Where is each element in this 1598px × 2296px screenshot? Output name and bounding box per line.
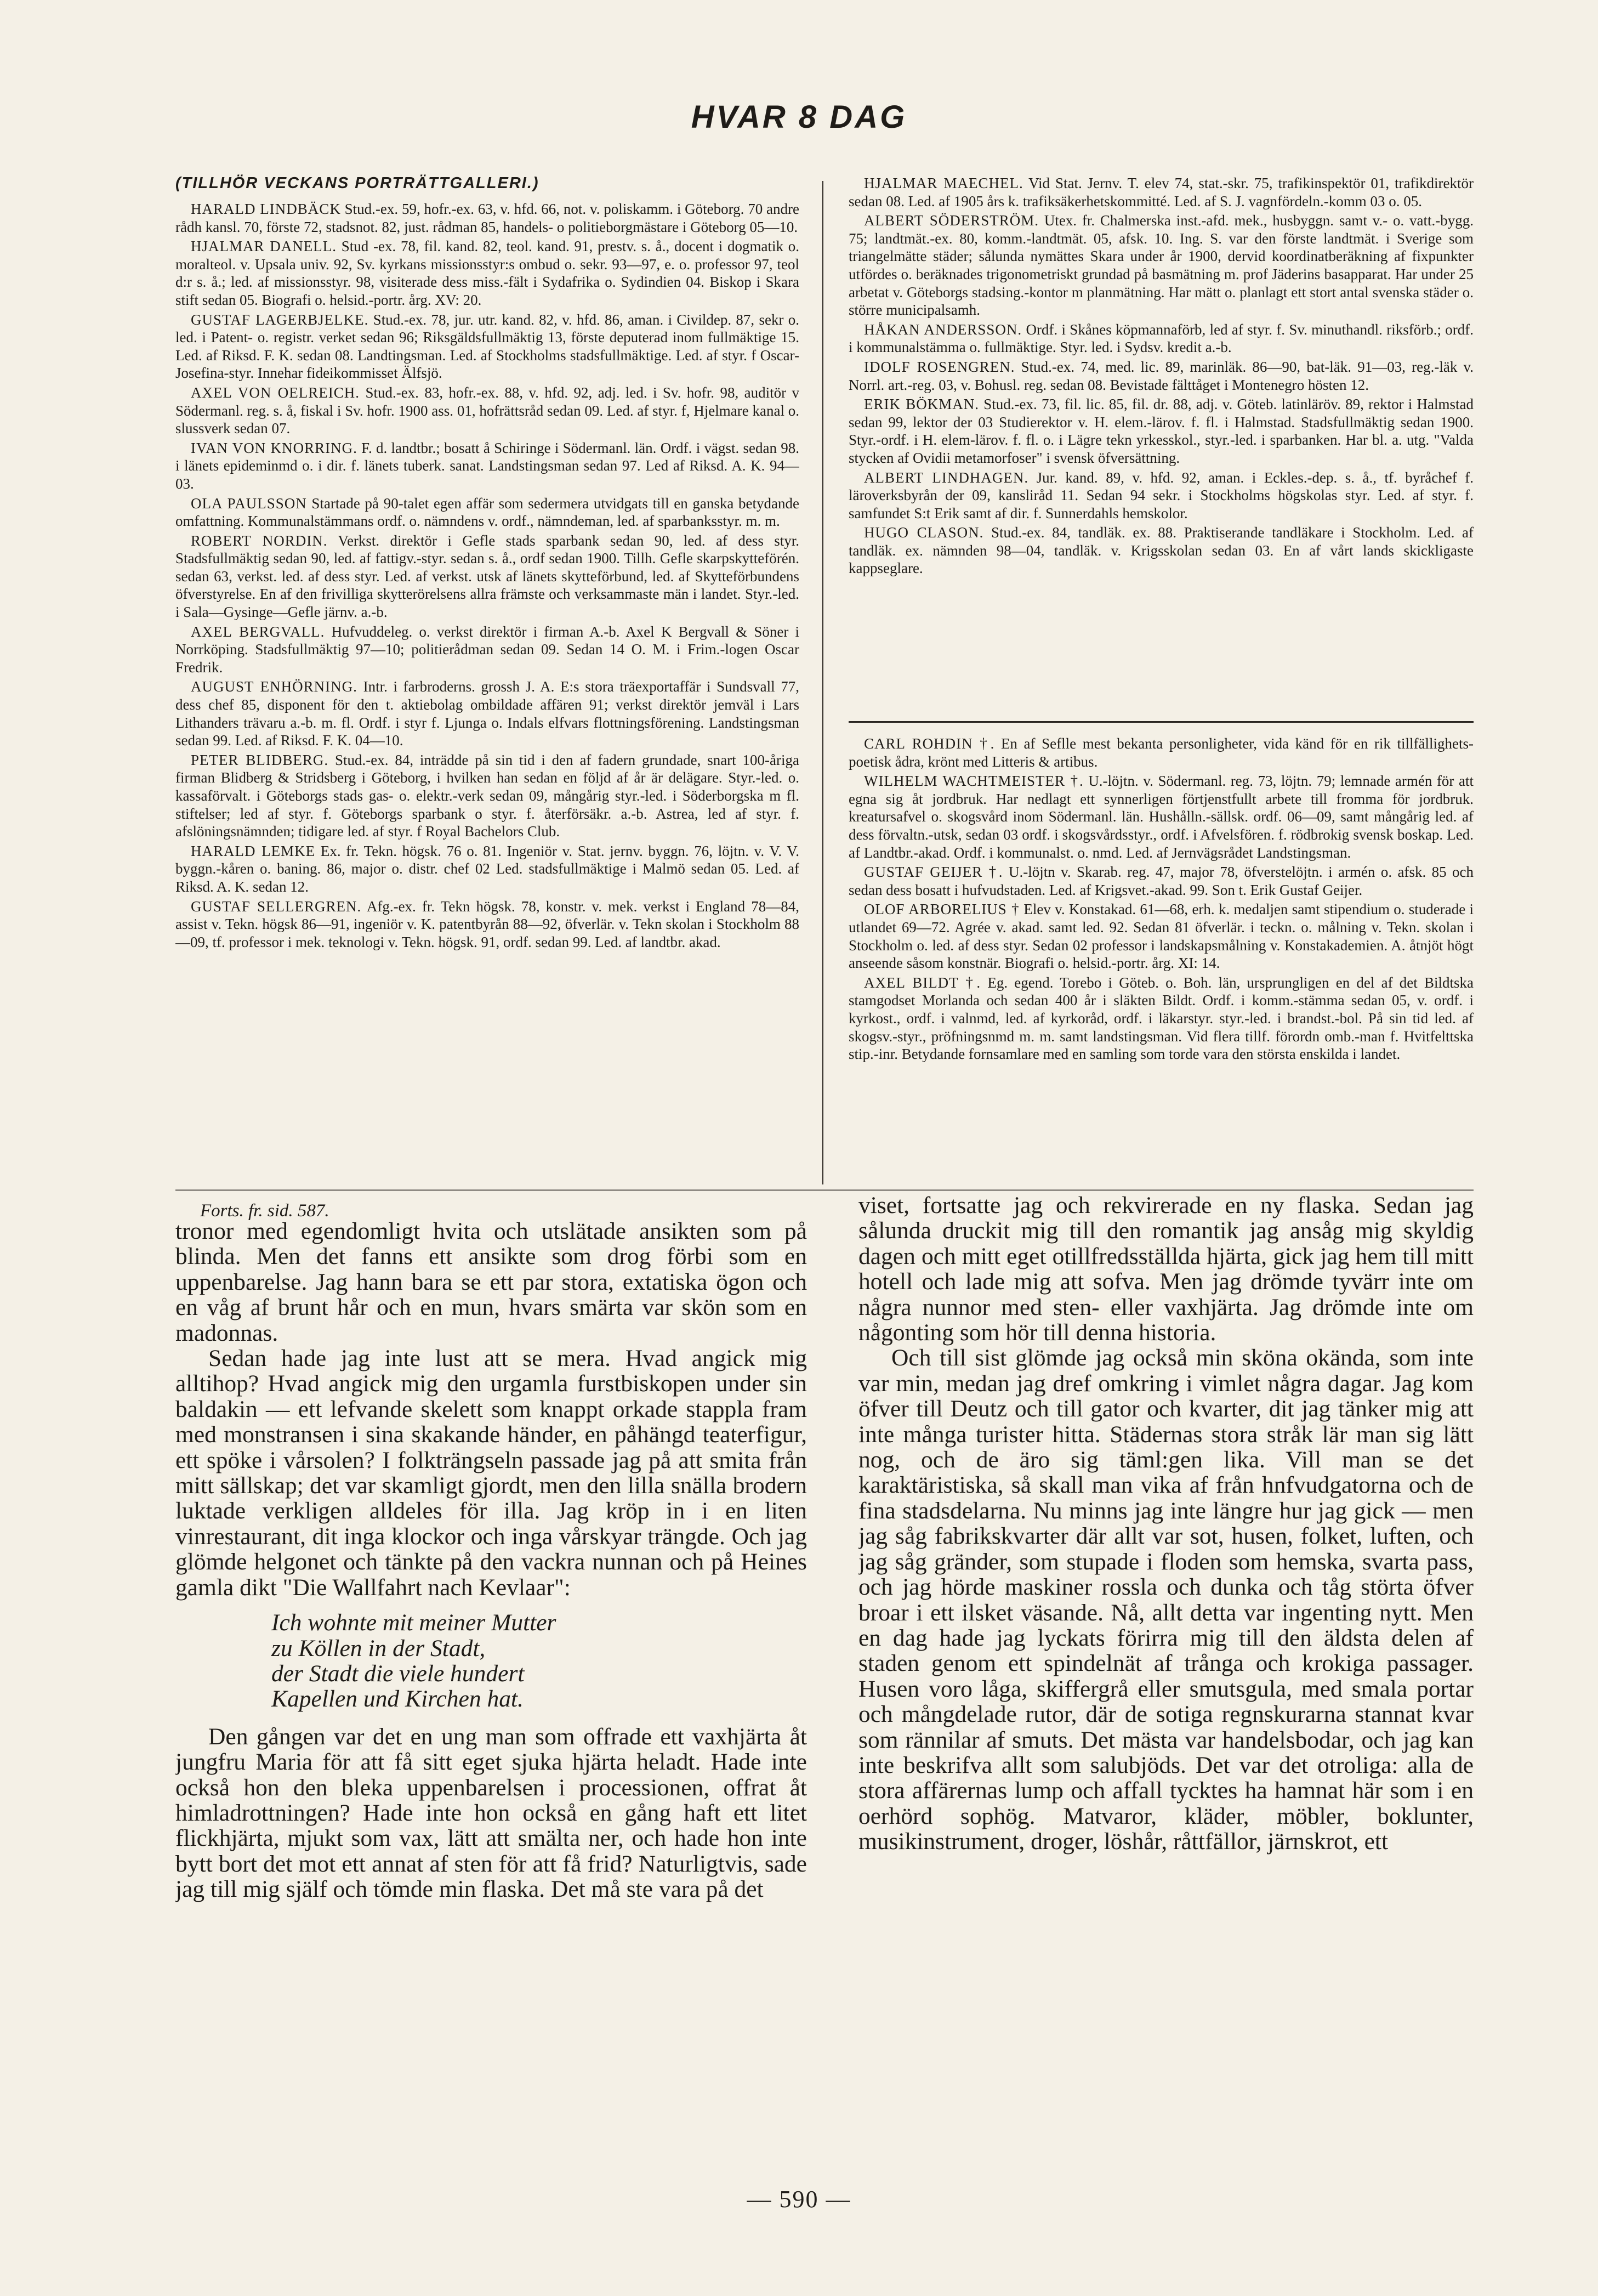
section-divider xyxy=(849,721,1474,723)
entry-name: HUGO CLASON. xyxy=(864,524,984,541)
obituary-entry xyxy=(849,735,1474,770)
entry-name: HARALD LINDBÄCK xyxy=(191,201,341,217)
obituary-entry xyxy=(849,900,1474,972)
portrait-entry xyxy=(175,842,799,896)
entry-name: PETER BLIDBERG. xyxy=(191,751,329,768)
entry-text: Startade på 90-talet egen affär som sedermera utvidgats till en ganska betydande omfattning. Kommunalstämmans ordf. o. nämndens v. ordf., nämndeman, led. af sparbanksstyr. m. m. xyxy=(175,495,799,530)
entry-text: Elev v. Konstakad. 61—68, erh. k. medaljen samt stipendium o. studerade i utlandet 69—72. Agrée v. akad. samt led. 92. Sedan 81 öfverlär. i teckn. o. målning v. Tekn. skolan i Stockholm o. led. af dess styr. Sedan 02 professor i landskapsmålning v. Konstakademien. A. åtnjöt högt anseende såsom konstnär. Biografi o. helsid.-portr. årg. XI: 14. xyxy=(849,901,1474,972)
portrait-entry xyxy=(849,212,1474,319)
obituary-entry xyxy=(849,863,1474,899)
entry-name: ALBERT SÖDERSTRÖM. xyxy=(864,212,1039,229)
entry-name: OLA PAULSSON xyxy=(191,495,307,512)
portrait-entry xyxy=(849,395,1474,467)
entry-name: IVAN VON KNORRING. xyxy=(191,439,357,456)
portrait-entry xyxy=(175,311,799,382)
entry-text: Stud.-ex. 78, jur. utr. kand. 82, v. hfd. 86, aman. i Civildep. 87, sekr o. led. i Patent- o. registr. verket sedan 96; Riksgäldsfullmäktig 13, förste deputerad inom fullmäktige 15. Led. af Riksd. F. K. sedan 08. Landtingsman. Led. af Stockholms stadsfullmäktige. Led. af styr. f Oscar-Josefina-styr. Innehar fideikommisset Älfsjö. xyxy=(175,311,799,382)
story-paragraph: tronor med egendomligt hvita och utslätade ansikten som på blinda. Men det fanns ett ansikte som drog förbi som en uppenbarelse. Jag hann bara se ett par stora, extatiska ögon och en våg af brunt hår och en mun, hvars smärta var skön som en madonnas. xyxy=(175,1218,807,1346)
entry-name: AUGUST ENHÖRNING. xyxy=(191,678,357,695)
portrait-entry xyxy=(175,200,799,236)
entry-text: Jur. kand. 89, v. hfd. 92, aman. i Eckles.-dep. s. å., tf. byråchef f. läroverksbyrån der 09, kansliråd 11. Sedan 94 sekr. i Stockholms högskolas styr. Led. af styr. f. samfundet S:t Erik samt af dir. f. Sunnerdahls hemskolor. xyxy=(849,469,1474,521)
entry-text: Ex. fr. Tekn. högsk. 76 o. 81. Ingeniör v. Stat. jernv. byggn. 76, löjtn. v. V. V. byggn.-kåren o. baning. 86, major o. distr. chef 02 Led. stadsfullmäktige i Malmö sedan 05. Led. af Riksd. A. K. sedan 12. xyxy=(175,842,799,895)
story-column-1 xyxy=(175,1218,807,2173)
entry-text: Stud.-ex. 83, hofr.-ex. 88, v. hfd. 92, adj. led. i Sv. hofr. 98, auditör v Södermanl. reg. s. å, fiskal i Sv. hofr. 1900 ass. 01, hofrättsråd sedan 09. Led. af styr. f, Hjelmare kanal o. slussverk sedan 07. xyxy=(175,384,799,437)
portrait-entry xyxy=(849,321,1474,356)
entry-text: Stud.-ex. 73, fil. lic. 85, fil. dr. 88, adj. v. Göteb. latinläröv. 89, rektor i Halmstad sedan 99, lektor der 03 Studierektor v. H. elem.-lärov. f. fl. i Halmstad. Stadsfullmäktig sedan 1900. Styr.-ordf. i H. elem-lärov. f. fl. o. i Lägre tekn yrkesskol., styr.-led. i sparbanken. Har bl. a. utg. "Valda stycken af Ovidii metamorfoser" i svensk öfversättning. xyxy=(849,396,1474,466)
page-header: HVAR 8 DAG xyxy=(691,99,907,135)
entry-name: AXEL BERGVALL. xyxy=(191,623,325,640)
story-paragraph: viset, fortsatte jag och rekvirerade en ny flaska. Sedan jag sålunda druckit mig till den romantik jag ansåg mig skyldig dagen och mitt eget otillfredsställda hjärta, gick jag hem till mitt hotell och lade mig att sofva. Men jag drömde tyvärr inte om några nunnor med sten- eller vaxhjärta. Jag drömde inte om någonting som hör till denna historia. xyxy=(858,1193,1474,1346)
obituary-entry xyxy=(849,772,1474,861)
obituary-entry xyxy=(849,974,1474,1063)
entry-name: GUSTAF SELLERGREN. xyxy=(191,898,362,915)
entry-text: Hufvuddeleg. o. verkst direktör i firman A.-b. Axel K Bergvall & Söner i Norrköping. Stadsfullmäktig 97—10; politierådman sedan 09. Sedan 14 O. M. i Frim.-logen Oscar Fredrik. xyxy=(175,623,799,676)
poem-line: der Stadt die viele hundert xyxy=(271,1660,525,1687)
entry-name: CARL ROHDIN †. xyxy=(864,735,995,752)
entry-text: Vid Stat. Jernv. T. elev 74, stat.-skr. 75, trafikinspektör 01, trafikdirektör sedan 08. Led. af 1905 års k. trafiksäkerhetskommitté. Led. af S. J. vagnfördeln.-komm 03 o. 05. xyxy=(849,175,1474,209)
entry-name: HJALMAR DANELL. xyxy=(191,238,337,255)
portrait-entry xyxy=(175,898,799,951)
portrait-entry xyxy=(175,678,799,749)
entry-name: ALBERT LINDHAGEN. xyxy=(864,469,1029,486)
entry-name: WILHELM WACHTMEISTER †. xyxy=(864,773,1084,790)
entry-text: Stud -ex. 78, fil. kand. 82, teol. kand. 91, prestv. s. å., docent i dogmatik o. moralteol. v. Upsala univ. 92, Sv. kyrkans missionsstyr:s ombud o. sekr. 93—97, e. o. professor 97, teol d:r s. å.; led. af missionsstyr. 98, visiterade dess miss.-fält i Sydafrika o. Sydindien 04. Biskop i Skara stift sedan 05. Biografi o. helsid.-portr. årg. XV: 20. xyxy=(175,238,799,308)
continued-note: Forts. fr. sid. 587. xyxy=(200,1201,329,1221)
entry-text: Eg. egend. Torebo i Göteb. o. Boh. län, ursprungligen en del af det Bildtska stamgodset Morlanda och sedan 400 år i släkten Bildt. Ordf. i komm.-stämma sedan 05, v. ordf. i kyrkost., ordf. i valnmd, led. af kyrkoråd, ordf. i läkarstyr. styr.-led. i brandst.-bol. På sin tid led. af skogsv.-styr., pröfningsnmd m. m. samt landstingsman. Vid flera tillf. förordn omb.-man f. Hvitfelttska stip.-inr. Betydande fornsamlare med en samling som torde vara den största enskilda i landet. xyxy=(849,974,1474,1063)
portrait-entry xyxy=(849,469,1474,523)
story-paragraph: Den gången var det en ung man som offrade ett vaxhjärta åt jungfru Maria för att få sitt eget sjuka hjärta heladt. Hade inte också hon den bleka uppenbarelsen i processionen, offrat åt himladrottningen? Hade inte hon också en gång haft ett litet flickhjärta, mjukt som vax, lätt att smälta ner, och hade hon inte bytt bort det mot ett annat af sten för att få frid? Naturligtvis, sade jag till mig själf och tömde min flaska. Det må ste vara på det xyxy=(175,1723,807,1903)
entry-name: OLOF ARBORELIUS † xyxy=(864,901,1020,918)
entry-text: F. d. landtbr.; bosatt å Schiringe i Södermanl. län. Ordf. i vägst. sedan 98. i länets epideminmd o. i dir. f. länets tuberk. sanat. Landstingsman sedan 97. Led af Riksd. A. K. 94—03. xyxy=(175,439,799,492)
entry-name: AXEL BILDT †. xyxy=(864,974,981,991)
portrait-entry xyxy=(175,384,799,438)
poem-line: Ich wohnte mit meiner Mutter xyxy=(271,1609,556,1636)
portrait-entry xyxy=(175,623,799,677)
portrait-gallery-right-column xyxy=(849,174,1474,706)
entry-text: Stud.-ex. 84, inträdde på sin tid i den af fadern grundade, snart 100-åriga firman Blidberg & Stridsberg i Göteborg, i hvilken han sedan en följd af år är delägare. Styr.-led. o. kassaförvalt. i Göteborgs stads gas- o. elektr.-verk sedan 09, mångårig styr.-led. i Söderborgska m fl. stiftelser; led af styr. f. Göteborgs sparbank o styr. f. återförsäkr. a.-b. Astrea, led af styr. f. afslöningsnämnden; tidigare led. af styr. f Royal Bachelors Club. xyxy=(175,751,799,840)
obituaries-column xyxy=(849,735,1474,1173)
entry-text: Utex. fr. Chalmerska inst.-afd. mek., husbyggn. samt v.- o. vatt.-bygg. 75; landtmät.-ex. 80, komm.-landtmät. 05, afsk. 10. Ing. S. var den förste landtmät. i Sverige som triangelmätte städer; sålunda nymättes Skara under år 1900, dervid koordinatberäkning af fixpunkter utfördes o. beräknades trigonometriskt grundad på basmätning m. prof Jäderins basapparat. Har under 25 arbetat v. Göteborgs stadsing.-kontor m planmätning. Har mätt o. planlagt ett stort antal svenska städer o. större municipalsamh. xyxy=(849,212,1474,319)
portrait-entry xyxy=(849,174,1474,210)
portrait-entry xyxy=(175,751,799,841)
story-paragraph: Sedan hade jag inte lust att se mera. Hvad angick mig alltihop? Hvad angick mig den urgamla furstbiskopen under sin baldakin — ett lefvande skelett som knappt orkade stappla fram med monstransen i sina skakande händer, en påhängd teaterfigur, ett spöke i vårsolen? I folkträngseln passade jag på att smita från mitt sällskap; det var skamligt gjordt, men den lilla snälla brodern luktade verkligen alldeles för illa. Jag kröp in i en liten vinrestaurant, dit inga klockor och inga vårskyar trängde. Och jag glömde helgonet och tänkte på den vackra nunnan och på Heines gamla dikt "Die Wallfahrt nach Kevlaar": xyxy=(175,1345,807,1601)
entry-text: Stud.-ex. 74, med. lic. 89, marinläk. 86—90, bat-läk. 91—03, reg.-läk v. Norrl. art.-reg. 03, v. Bohusl. reg. sedan 08. Bevistade fälttåget i Montenegro hösten 12. xyxy=(849,358,1474,393)
entry-text: Afg.-ex. fr. Tekn högsk. 78, konstr. v. mek. verkst i England 78—84, assist v. Tekn. högsk 86—91, ingeniör v. K. patentbyrån 88—92, öfverlär. v. Tekn skolan i Stockholm 88—09, tf. professor i mek. teknologi v. Tekn. högsk. 91, ordf. sedan 99. Led. af landtbr. akad. xyxy=(175,898,799,950)
portrait-entry xyxy=(175,495,799,530)
story-divider xyxy=(175,1189,1474,1191)
entry-text: Verkst. direktör i Gefle stads sparbank sedan 90, led. af dess styr. Stadsfullmäktig sedan 90, led. af fattigv.-styr. sedan s. å., ordf sedan 1900. Tillh. Gefle skarpskytteförén. sedan 63, verkst. led. af dess styr. Led. af verkst. utsk af länets skytteförbund, led. af Skytteförbundens öfverstyrelse. En af den frivilliga skytterörelsens allra främste och verksammaste män i landet. Styr.-led. i Sala—Gysinge—Gefle järnv. a.-b. xyxy=(175,532,799,621)
entry-name: HÅKAN ANDERSSON. xyxy=(864,321,1022,338)
entry-name: GUSTAF LAGERBJELKE. xyxy=(191,311,369,328)
entry-name: ROBERT NORDIN. xyxy=(191,532,328,549)
portrait-entry xyxy=(849,358,1474,394)
poem-line: zu Köllen in der Stadt, xyxy=(271,1635,486,1662)
entry-name: IDOLF ROSENGREN. xyxy=(864,358,1015,375)
entry-name: HJALMAR MAECHEL. xyxy=(864,175,1023,191)
entry-name: AXEL VON OELREICH. xyxy=(191,384,360,401)
portrait-entry xyxy=(175,237,799,309)
entry-text: Ordf. i Skånes köpmannaförb, led af styr. f. Sv. minuthandl. riksförb.; ordf. i kommunalstämma o. fullmäktige. Styr. led. i Sydsv. kredit a.-b. xyxy=(849,321,1474,356)
story-column-2 xyxy=(858,1193,1474,2174)
portrait-entry xyxy=(175,439,799,493)
entry-text: Stud.-ex. 84, tandläk. ex. 88. Praktiserande tandläkare i Stockholm. Led. af tandläk. ex. nämnden 98—04, tandläk. v. Krigsskolan sedan 03. En af vårt lands skickligaste kappseglare. xyxy=(849,524,1474,577)
story-paragraph: Och till sist glömde jag också min sköna okända, som inte var min, medan jag dref omkring i vimlet några dagar. Jag kom öfver till Deutz och till gator och kvarter, dit jag tänker mig att inte många turister hitta. Städernas stora stråk lär man sig lätt nog, och de äro sig täml:gen lika. Vill man se det karaktäristiska, så skall man vika af från hnfvudgatorna och de fina stadsdelarna. Nu minns jag inte längre hur jag gick — men jag såg fabrikskvarter där allt var sot, husen, folket, luften, och jag såg gränder, som stupade i floden som hemska, svarta pass, och jag hörde maskiner rossla och dunka och tåg störta öfver broar i ett ilsket väsande. Nå, allt detta var ingenting nytt. Men en dag hade jag lyckats förirra mig till den äldsta delen af staden genom ett spindelnät af trånga och krokiga passager. Husen voro låga, skiffergrå eller smutsgula, med smala portar och mångdelade rutor, där de sotiga regnskurarna stannat kvar som rännilar af smuts. Det mästa var handelsbodar, och jag kan inte beskrifva allt som salubjöds. Det var det otroliga: alla de stora affärernas lump och affall tycktes ha hamnat här som i en oerhörd sophög. Matvaror, kläder, möbler, boklunter, musikinstrument, droger, löshår, råttfällor, järnskrot, ett xyxy=(858,1345,1474,1855)
entry-text: U.-löjtn v. Skarab. reg. 47, major 78, öfverstelöjtn. i armén o. afsk. 85 och sedan dess bosatt i hufvudstaden. Led. af Krigsvet.-akad. 99. Son t. Erik Gustaf Geijer. xyxy=(849,864,1474,898)
entry-text: En af Seflle mest bekanta personligheter, vida känd för en rik tillfällighets-poetisk ådra, krönt med Litteris & artibus. xyxy=(849,735,1474,770)
entry-text: Stud.-ex. 59, hofr.-ex. 63, v. hfd. 66, not. v. poliskamm. i Göteborg. 70 andre rådh kansl. 70, förste 72, stadsnot. 82, just. rådman 85, handels- o politieborgmästare i Göteborg 05—10. xyxy=(175,201,799,235)
entry-name: ERIK BÖKMAN. xyxy=(864,396,979,413)
entry-name: GUSTAF GEIJER †. xyxy=(864,864,1003,881)
entry-text: U.-löjtn. v. Södermanl. reg. 73, löjtn. 79; lemnade armén för att egna sig åt jordbruk. Har nedlagt ett synnerligen förtjenstfullt arbete till fromma för jordbruk. kreatursafvel o. skogsvård inom Södermanl. län. Hushålln.-sällsk. ordf. 06—09, samt mångårig led. af dess förvaltn.-utsk, sedan 03 ordf. i skogsvårdsstyr., ordf. i Afvelsfören. f. rödbrokig svensk boskap. Led. af Landtbr.-akad. Ordf. i kommunalst. o. nmd. Led. af Jernvägsrådet Landstingsman. xyxy=(849,773,1474,861)
column-divider xyxy=(822,181,823,1184)
poem-quote xyxy=(271,1610,807,1712)
poem-line: Kapellen und Kirchen hat. xyxy=(271,1686,524,1713)
portrait-gallery-left-column xyxy=(175,174,799,1161)
entry-name: HARALD LEMKE xyxy=(191,842,316,859)
portrait-entry xyxy=(175,532,799,621)
portrait-entry xyxy=(849,524,1474,577)
section-title: (TILLHÖR VECKANS PORTRÄTTGALLERI.) xyxy=(175,174,539,192)
entry-text: Intr. i farbroderns. grossh J. A. E:s stora träexportaffär i Sundsvall 77, dess chef 85, disponent för den t. aktiebolag ombildade affären 91; verkst direktör jemväl i Lars Lithanders trävaru a.-b. m. fl. Ordf. i styr f. Ljunga o. Indals elfvars flottningsförening. Landstingsman sedan 99. Led. af Riksd. F. K. 04—10. xyxy=(175,678,799,749)
page-number: — 590 — xyxy=(747,2186,851,2213)
